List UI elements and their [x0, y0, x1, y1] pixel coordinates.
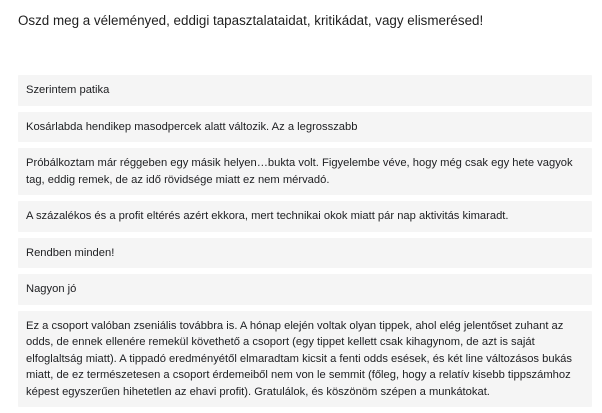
feedback-item-3: Próbálkoztam már réggeben egy másik helyen…bukta volt. Figyelembe véve, hogy még csak egy hete vagyok tag, eddig remek, de az idő rövidsége miatt ez nem mérvadó. — [18, 148, 592, 195]
feedback-list — [18, 75, 592, 413]
feedback-item-7: Ez a csoport valóban zseniális továbbra is. A hónap elején voltak olyan tippek, ahol elég jelentőset zuhant az odds, de ennek ellenére remekül követhető a csoport (egy tippet kellett csak kihagynom, de azt is saját elfoglaltság miatt). A tippadó eredményétől elmaradtam kicsit a fenti odds esések, és két line változásos bukás miatt, de ez természetesen a csoport érdemeiből nem von le semmit (főleg, hogy a relatív kisebb tippszámhoz képest egyszerűen hihetetlen az ehavi profit). Gratulálok, és köszönöm szépen a munkátokat. — [18, 311, 592, 408]
feedback-item-2: Kosárlabda hendikep masodpercek alatt változik. Az a legrosszabb — [18, 112, 592, 143]
feedback-item-5: Rendben minden! — [18, 238, 592, 269]
feedback-item-1: Szerintem patika — [18, 75, 592, 106]
feedback-item-4: A százalékos és a profit eltérés azért ekkora, mert technikai okok miatt pár nap aktivitás kimaradt. — [18, 201, 592, 232]
prompt-heading: Oszd meg a véleményed, eddigi tapasztalataidat, kritikádat, vagy elismerésed! — [18, 13, 484, 28]
feedback-item-6: Nagyon jó — [18, 274, 592, 305]
